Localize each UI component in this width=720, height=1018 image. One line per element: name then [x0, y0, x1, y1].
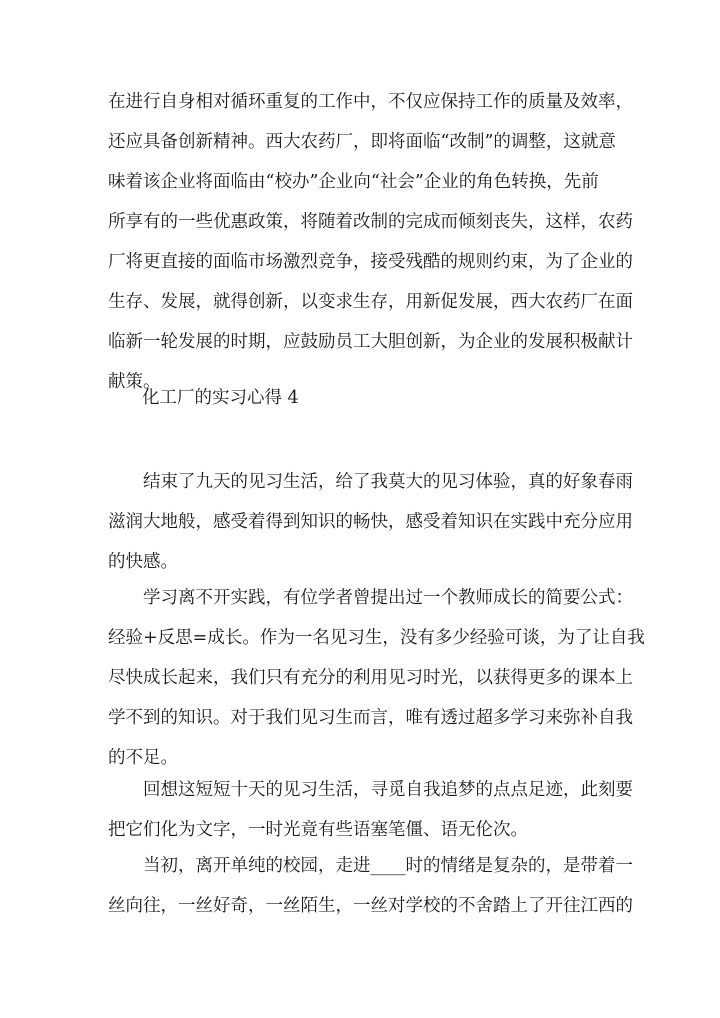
text-line: 结束了九天的见习生活，给了我莫大的见习体验，真的好象春雨	[143, 472, 633, 492]
paragraph-innovation	[108, 82, 633, 402]
text-line: 学习离不开实践，有位学者曾提出过一个教师成长的简要公式：	[143, 588, 633, 608]
text-line: 滋润大地般，感受着得到知识的畅快，感受着知识在实践中充分应用	[108, 512, 633, 532]
text-line: 的快感。	[108, 552, 178, 572]
paragraph-practice	[108, 578, 645, 778]
text-line: 尽快成长起来，我们只有充分的利用见习时光，以获得更多的课本上	[108, 668, 633, 688]
text-line: 厂将更直接的面临市场激烈竞争，接受残酷的规则约束，为了企业的	[108, 252, 633, 272]
text-line: 生存、发展，就得创新，以变求生存，用新促发展，西大农药厂在面	[108, 292, 633, 312]
text-line: 学不到的知识。对于我们见习生而言，唯有透过超多学习来弥补自我	[108, 708, 633, 728]
text-line: 把它们化为文字，一时光竟有些语塞笔僵、语无伦次。	[108, 820, 528, 840]
text-line: 味着该企业将面临由“校办”企业向“社会”企业的角色转换，先前	[108, 172, 599, 192]
text-line: 经验+反思=成长。作为一名见习生，没有多少经验可谈，为了让自我	[108, 628, 645, 648]
text-line: 回想这短短十天的见习生活，寻觅自我追梦的点点足迹，此刻要	[143, 780, 633, 800]
text-line: 在进行自身相对循环重复的工作中，不仅应保持工作的质量及效率，	[108, 92, 633, 112]
text-line: 丝向往，一丝好奇，一丝陌生，一丝对学校的不舍踏上了开往江西的	[108, 896, 633, 916]
text-line: 还应具备创新精神。西大农药厂，即将面临“改制”的调整，这就意	[108, 132, 616, 152]
text-line: 的不足。	[108, 748, 178, 768]
text-line: 当初，离开单纯的校园，走进____时的情绪是复杂的，是带着一	[143, 856, 633, 876]
paragraph-ending	[108, 462, 633, 582]
section-heading: 化工厂的实习心得 4	[142, 388, 299, 408]
text-line: 临新一轮发展的时期，应鼓励员工大胆创新，为企业的发展积极献计	[108, 332, 633, 352]
paragraph-recollection	[108, 770, 633, 850]
text-line: 所享有的一些优惠政策，将随着改制的完成而倾刻丧失，这样，农药	[108, 212, 633, 232]
text-line: 献策。	[108, 372, 161, 392]
paragraph-beginning	[108, 846, 633, 926]
